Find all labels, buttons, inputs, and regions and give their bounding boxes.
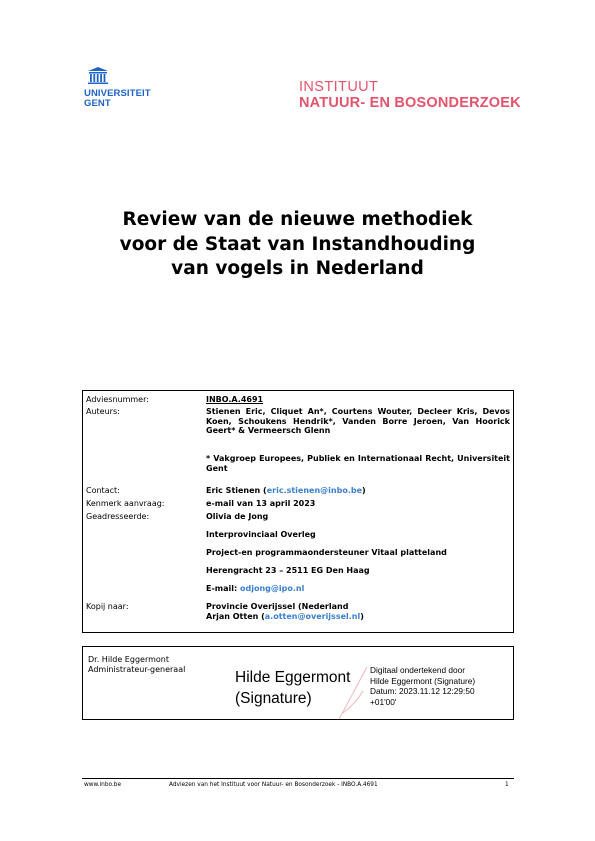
- signature-name: [235, 667, 350, 709]
- inbo-line1: INSTITUUT: [299, 79, 379, 95]
- contact-label: Contact:: [86, 486, 120, 495]
- title-line1: Review van de nieuwe methodiek: [122, 209, 473, 230]
- digital-line4: +01'00': [370, 696, 397, 707]
- kopij-line1: Provincie Overijssel (Nederland: [206, 602, 349, 611]
- auteurs-label: Auteurs:: [86, 407, 120, 416]
- title-line3: van vogels in Nederland: [171, 258, 424, 279]
- signer-title: Administrateur-generaal: [88, 665, 186, 674]
- kenmerk-label: Kenmerk aanvraag:: [86, 499, 165, 508]
- geadresseerde-email: [206, 584, 510, 594]
- auteurs-value: Stienen Eric, Cliquet An*, Courtens Wouter, Decleer Kris, Devos Koen, Schoukens Hendrik*, Vanden Borre Jeroen, Van Hoorick Geert* & Vermeersch Glenn: [206, 407, 510, 436]
- kopij-line2: [206, 612, 510, 622]
- ugent-logo: [84, 66, 154, 109]
- inbo-line2: NATUUR- EN BOSONDERZOEK: [299, 95, 521, 111]
- signature-name-line2: (Signature): [235, 690, 312, 707]
- digital-line2: Hilde Eggermont (Signature): [370, 675, 476, 686]
- geadresseerde-name: Olivia de Jong: [206, 512, 269, 521]
- ugent-line1: UNIVERSITEIT: [84, 88, 151, 99]
- contact-name: Eric Stienen (: [206, 486, 267, 495]
- kopij-close: ): [360, 611, 364, 621]
- contact-value: [206, 486, 510, 496]
- footer-divider: [82, 778, 514, 779]
- signer-name: Dr. Hilde Eggermont: [88, 655, 169, 664]
- footer-website: www.inbo.be: [84, 782, 122, 788]
- contact-email-link[interactable]: eric.stienen@inbo.be: [266, 486, 363, 495]
- geadresseerde-role: Project-en programmaondersteuner Vitaal platteland: [206, 548, 447, 557]
- kopij-name: Arjan Otten (: [206, 611, 265, 621]
- kopij-value: [206, 602, 510, 621]
- kopij-label: Kopij naar:: [86, 602, 129, 611]
- advies-value: INBO.A.4691: [206, 395, 264, 404]
- digital-signature-info: [370, 665, 475, 707]
- signature-name-line1: Hilde Eggermont: [235, 669, 351, 686]
- ugent-wordmark: [84, 89, 154, 109]
- ugent-line2: GENT: [84, 98, 111, 109]
- geadresseerde-label: Geadresseerde:: [86, 512, 150, 521]
- contact-close: ): [362, 486, 366, 495]
- footer-series: Adviezen van het Instituut voor Natuur- en Bosonderzoek - INBO.A.4691: [169, 782, 378, 788]
- signer: [88, 655, 185, 675]
- inbo-logo: [299, 79, 521, 111]
- document-title: [60, 208, 535, 282]
- kopij-email-link[interactable]: a.otten@overijssel.nl: [264, 611, 361, 621]
- geadresseerde-email-label: E-mail:: [206, 584, 240, 593]
- geadresseerde-org: Interprovinciaal Overleg: [206, 530, 316, 539]
- advies-label: Adviesnummer:: [86, 395, 149, 404]
- geadresseerde-address: Herengracht 23 – 2511 EG Den Haag: [206, 566, 370, 575]
- geadresseerde-email-link[interactable]: odjong@ipo.nl: [240, 584, 305, 593]
- signature-box: [82, 646, 514, 720]
- page-number: 1: [505, 782, 509, 788]
- kenmerk-value: e-mail van 13 april 2023: [206, 499, 316, 508]
- digital-line3: Datum: 2023.11.12 12:29:50: [370, 686, 475, 697]
- auteurs-note: * Vakgroep Europees, Publiek en Internationaal Recht, Universiteit Gent: [206, 454, 510, 473]
- title-line2: voor de Staat van Instandhouding: [119, 233, 476, 255]
- ugent-building-icon: [87, 66, 109, 86]
- info-box: [82, 390, 514, 633]
- digital-line1: Digitaal ondertekend door: [370, 665, 466, 675]
